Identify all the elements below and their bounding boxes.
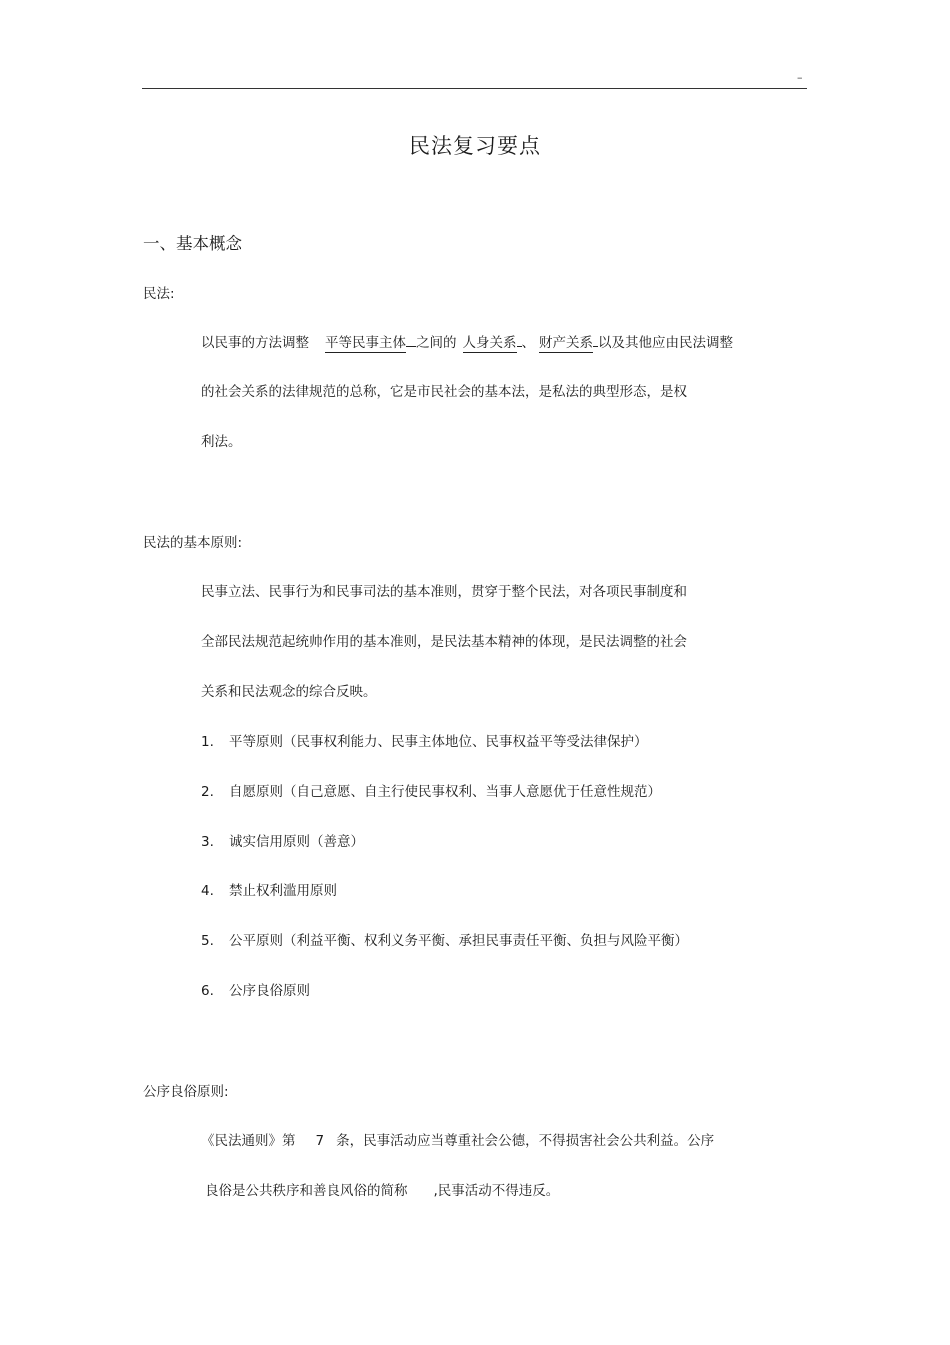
text-segment: 《民法通则》第 bbox=[201, 1133, 296, 1149]
header-rule bbox=[142, 88, 807, 89]
text-segment: 良俗是公共秩序和善良风俗的简称 bbox=[205, 1183, 408, 1199]
public-order-line-2 bbox=[205, 1182, 559, 1200]
text-segment: 以民事的方法调整 bbox=[201, 335, 309, 351]
text-segment: 之间的 bbox=[416, 335, 457, 351]
underlined-term: 财产关系 bbox=[539, 335, 593, 351]
list-item-number: 3. bbox=[201, 834, 214, 850]
list-item-text: 自愿原则（自己意愿、自主行使民事权利、当事人意愿优于任意性规范） bbox=[229, 784, 661, 800]
list-item-number: 2. bbox=[201, 784, 214, 800]
public-order-line-1 bbox=[201, 1132, 714, 1150]
term-public-order: 公序良俗原则: bbox=[143, 1084, 229, 1100]
term-basic-principles: 民法的基本原则: bbox=[143, 535, 243, 551]
civil-law-definition-line-3: 利法。 bbox=[201, 434, 242, 450]
list-item-number: 5. bbox=[201, 933, 214, 949]
underlined-term: 平等民事主体 bbox=[325, 335, 406, 351]
list-item-text: 公序良俗原则 bbox=[229, 983, 310, 999]
civil-law-definition-line-2: 的社会关系的法律规范的总称，它是市民社会的基本法，是私法的典型形态，是权 bbox=[201, 384, 687, 400]
list-item-text: 平等原则（民事权利能力、民事主体地位、民事权益平等受法律保护） bbox=[229, 734, 648, 750]
basic-principles-line-2: 全部民法规范起统帅作用的基本准则，是民法基本精神的体现，是民法调整的社会 bbox=[201, 634, 687, 650]
text-segment: 以及其他应由民法调整 bbox=[598, 335, 733, 351]
list-item-number: 1. bbox=[201, 734, 214, 750]
section-heading: 一、基本概念 bbox=[143, 234, 242, 253]
page-title: 民法复习要点 bbox=[409, 134, 541, 158]
header-mark: – bbox=[797, 71, 803, 84]
text-segment: 、 bbox=[521, 335, 535, 351]
civil-law-definition-line-1 bbox=[201, 334, 733, 352]
list-item-text: 公平原则（利益平衡、权利义务平衡、承担民事责任平衡、负担与风险平衡） bbox=[229, 933, 688, 949]
list-item-number: 4. bbox=[201, 883, 214, 899]
list-item-text: 禁止权利滥用原则 bbox=[229, 883, 337, 899]
text-segment: ,民事活动不得违反。 bbox=[433, 1183, 560, 1199]
basic-principles-line-3: 关系和民法观念的综合反映。 bbox=[201, 684, 377, 700]
term-civil-law: 民法: bbox=[143, 286, 175, 302]
underlined-term: 人身关系 bbox=[462, 335, 517, 351]
basic-principles-line-1: 民事立法、民事行为和民事司法的基本准则，贯穿于整个民法，对各项民事制度和 bbox=[201, 584, 687, 600]
list-item-text: 诚实信用原则（善意） bbox=[229, 834, 364, 850]
article-number: 7 bbox=[315, 1133, 325, 1149]
text-segment: 条，民事活动应当尊重社会公德，不得损害社会公共利益。公序 bbox=[336, 1133, 715, 1149]
list-item-number: 6. bbox=[201, 983, 214, 999]
